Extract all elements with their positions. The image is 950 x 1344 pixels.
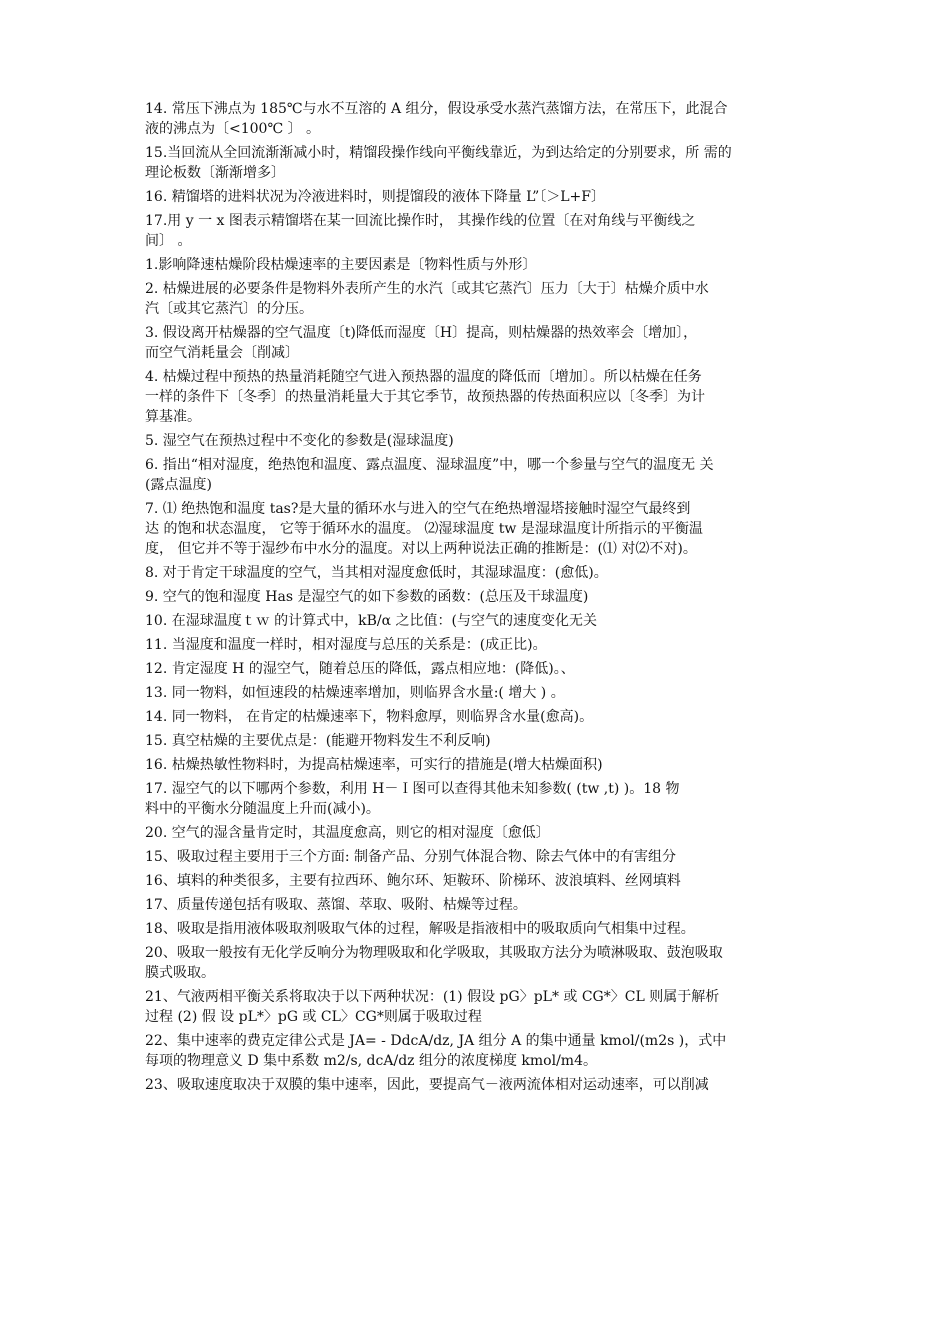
text-line: 8. 对于肯定干球温度的空气，当其相对湿度愈低时，其湿球温度：(愈低)。 [145, 565, 608, 581]
text-line: 22、集中速率的费克定律公式是 JA= - DdcA/dz, JA 组分 A 的集中通量 kmol/(m2s )，式中 [145, 1033, 727, 1049]
text-line: 10. 在湿球温度ｔｗ 的计算式中，kB/α 之比值：(与空气的速度变化无关 [145, 613, 598, 629]
text-line: 14. 同一物料， 在肯定的枯燥速率下，物料愈厚，则临界含水量(愈高)。 [145, 709, 594, 725]
text-line: 11. 当湿度和温度一样时，相对湿度与总压的关系是：(成正比)。 [145, 637, 547, 653]
text-line: 16. 枯燥热敏性物料时，为提高枯燥速率，可实行的措施是(增大枯燥面积) [145, 757, 603, 773]
text-line: 5. 湿空气在预热过程中不变化的参数是(湿球温度) [145, 433, 454, 449]
text-line: 20. 空气的湿含量肯定时，其温度愈高，则它的相对湿度〔愈低〕 [145, 825, 550, 841]
text-line: 17. 湿空气的以下哪两个参数，利用 H－Ｉ图可以查得其他未知参数( (tw ,t) )。18 物 [145, 781, 680, 797]
text-line: 23、吸取速度取决于双膜的集中速率，因此，要提高气－液两流体相对运动速率，可以削减 [145, 1077, 709, 1093]
text-line: 间〕 。 [145, 233, 192, 249]
document-body [145, 99, 810, 1095]
text-line: 每项的物理意义 D 集中系数 m2/s, dcA/dz 组分的浓度梯度 kmol/m4。 [145, 1053, 597, 1069]
text-line: 理论板数〔渐渐增多〕 [145, 165, 285, 181]
text-line: 算基准。 [145, 409, 201, 425]
text-line: 而空气消耗量会〔削减〕 [145, 345, 299, 361]
text-line: 膜式吸取。 [145, 965, 215, 981]
text-line: (露点温度) [145, 477, 212, 493]
text-line: 汽〔或其它蒸汽〕的分压。 [145, 301, 313, 317]
text-line: 6. 指出“相对湿度，绝热饱和温度、露点温度、湿球温度”中，哪一个参量与空气的温度无 关 [145, 457, 714, 473]
text-line: 7. ⑴ 绝热饱和温度 tas?是大量的循环水与进入的空气在绝热增湿塔接触时湿空气最终到 [145, 501, 691, 517]
text-line: 料中的平衡水分随温度上升而(减小)。 [145, 801, 380, 817]
text-line: 20、吸取一般按有无化学反响分为物理吸取和化学吸取，其吸取方法分为喷淋吸取、鼓泡吸取 [145, 945, 723, 961]
text-line: 21、气液两相平衡关系将取决于以下两种状况：(1) 假设 pG〉pL* 或 CG*〉CL 则属于解析 [145, 989, 720, 1005]
text-line: 3. 假设离开枯燥器的空气温度〔t)降低而湿度〔H〕提高，则枯燥器的热效率会〔增加〕， [145, 325, 698, 341]
text-line: 17、质量传递包括有吸取、蒸馏、萃取、吸附、枯燥等过程。 [145, 897, 527, 913]
text-line: 液的沸点为〔<100℃ 〕 。 [145, 121, 321, 137]
text-line: 18、吸取是指用液体吸取剂吸取气体的过程，解吸是指液相中的吸取质向气相集中过程。 [145, 921, 695, 937]
text-line: 17.用 y 一 x 图表示精馏塔在某一回流比操作时， 其操作线的位置〔在对角线与平衡线之 [145, 213, 696, 229]
text-line: 15. 真空枯燥的主要优点是：(能避开物料发生不利反响) [145, 733, 491, 749]
text-line: 16. 精馏塔的进料状况为冷液进料时，则提馏段的液体下降量 L”〔＞L+F〕 [145, 189, 606, 205]
text-line: 过程 (2) 假 设 pL*〉pG 或 CL〉CG*则属于吸取过程 [145, 1009, 482, 1025]
text-line: 12. 肯定湿度 H 的湿空气，随着总压的降低，露点相应地：(降低)。、 [145, 661, 575, 677]
text-line: 13. 同一物料，如恒速段的枯燥速率增加，则临界含水量:( 增大 ) 。 [145, 685, 565, 701]
text-line: 15、吸取过程主要用于三个方面: 制备产品、分别气体混合物、除去气体中的有害组分 [145, 849, 676, 865]
text-line: 4. 枯燥过程中预热的热量消耗随空气进入预热器的温度的降低而〔增加〕。所以枯燥在任务 [145, 369, 702, 385]
text-line: 度， 但它并不等于湿纱布中水分的温度。对以上两种说法正确的推断是：(⑴ 对⑵不对)。 [145, 541, 697, 557]
text-line: 2. 枯燥进展的必要条件是物料外表所产生的水汽〔或其它蒸汽〕压力〔大于〕枯燥介质中水 [145, 281, 709, 297]
text-line: 16、填料的种类很多，主要有拉西环、鲍尔环、矩鞍环、阶梯环、波浪填料、丝网填料 [145, 873, 681, 889]
text-line: 14. 常压下沸点为 185℃与水不互溶的 A 组分，假设承受水蒸汽蒸馏方法，在常压下，此混合 [145, 101, 728, 117]
text-line: 一样的条件下〔冬季〕的热量消耗量大于其它季节，故预热器的传热面积应以〔冬季〕为计 [145, 389, 705, 405]
text-line: 达 的饱和状态温度， 它等于循环水的温度。 ⑵湿球温度 tw 是湿球温度计所指示的平衡温 [145, 521, 703, 537]
text-line: 15.当回流从全回流渐渐减小时，精馏段操作线向平衡线靠近，为到达给定的分别要求，所 需的 [145, 145, 732, 161]
text-line: 1.影响降速枯燥阶段枯燥速率的主要因素是〔物料性质与外形〕 [145, 257, 537, 273]
text-line: 9. 空气的饱和湿度 Has 是湿空气的如下参数的函数：(总压及干球温度) [145, 589, 589, 605]
